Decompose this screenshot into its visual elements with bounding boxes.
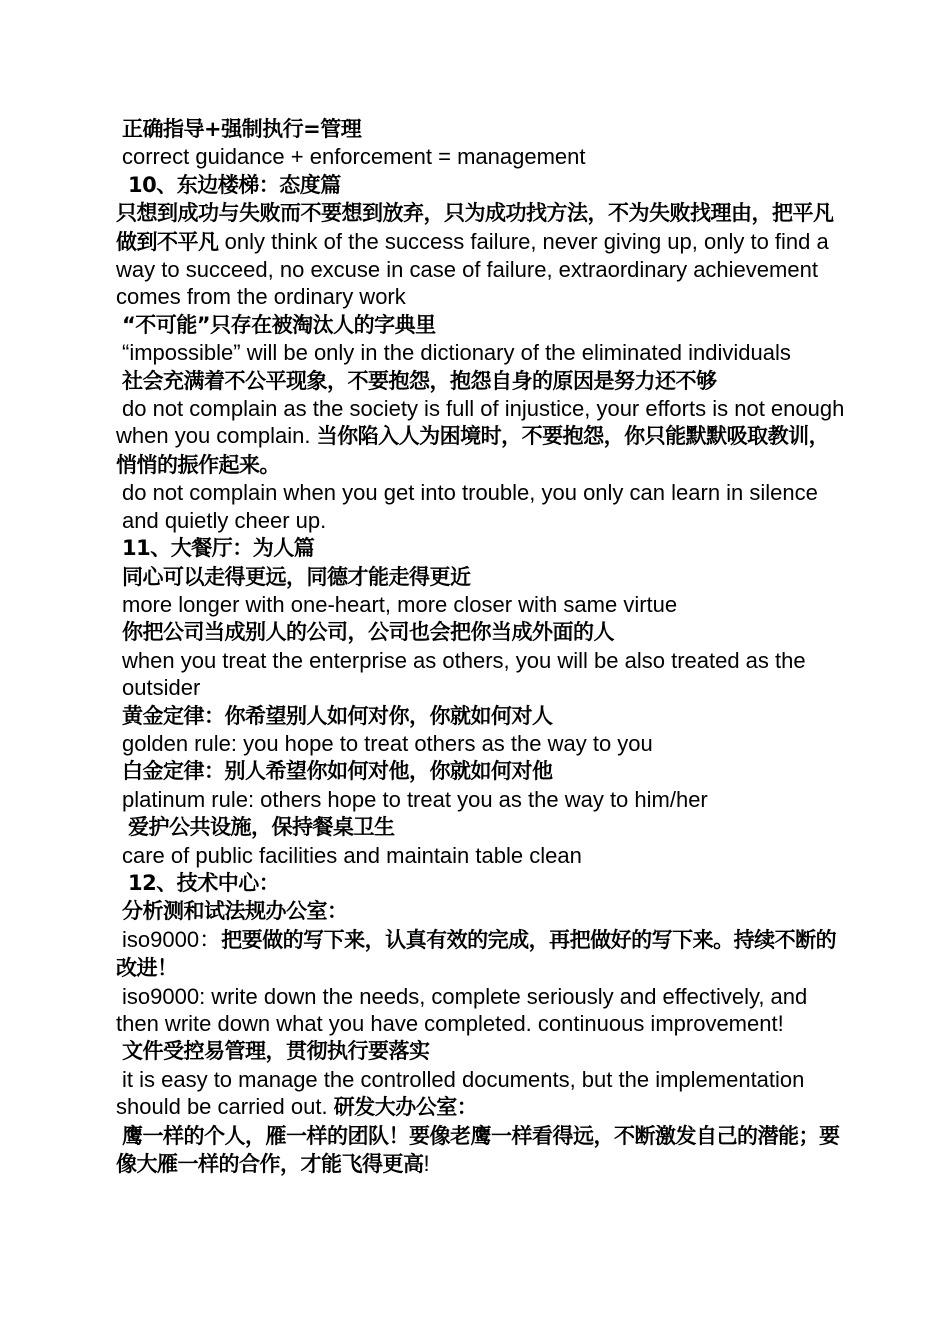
chinese-heading: 文件受控易管理，贯彻执行要落实 [122, 1039, 430, 1064]
text-line [116, 479, 846, 534]
text-line [116, 702, 846, 730]
text-line [116, 1066, 846, 1122]
chinese-heading: 当你陷入人为困境时，不要抱怨，你只能默默吸取教训，悄悄的振作起来。 [116, 424, 830, 477]
english-text: iso9000： [122, 926, 222, 952]
text-line [116, 1037, 846, 1065]
text-line [116, 786, 846, 813]
text-line [116, 115, 846, 143]
chinese-heading: 你把公司当成别人的公司，公司也会把你当成外面的人 [122, 620, 614, 645]
text-line [116, 563, 846, 591]
chinese-heading: 社会充满着不公平现象，不要抱怨，抱怨自身的原因是努力还不够 [122, 368, 717, 393]
text-line [116, 897, 846, 925]
document-page [116, 115, 846, 1178]
section-heading-11: 11、大餐厅：为人篇 [122, 536, 315, 561]
text-line [116, 1122, 846, 1179]
english-text: it is easy to manage the controlled documents, but the implementation should be carried out. [116, 1066, 805, 1120]
english-text: platinum rule: others hope to treat you as the way to him/her [122, 786, 708, 812]
english-text: do not complain as the society is full of injustice, your efforts is not enough when you complain. [116, 396, 845, 449]
text-line [116, 869, 846, 897]
text-line [116, 647, 846, 702]
chinese-heading: 白金定律：别人希望你如何对他，你就如何对他 [122, 759, 553, 784]
chinese-heading: 爱护公共设施，保持餐桌卫生 [128, 815, 395, 840]
text-line [116, 983, 846, 1038]
chinese-heading: 同心可以走得更远，同德才能走得更近 [122, 564, 471, 589]
chinese-heading: 把要做的写下来，认真有效的完成，再把做好的写下来。持续不断的改进！ [116, 927, 837, 981]
text-line [116, 730, 846, 757]
english-text: correct guidance + enforcement = management [122, 144, 586, 170]
english-text: when you treat the enterprise as others, you will be also treated as the outsider [122, 647, 806, 701]
english-text: “impossible” will be only in the dictionary of the eliminated individuals [122, 340, 791, 366]
text-line [116, 842, 846, 869]
chinese-heading: 只想到成功与失败而不要想到放弃，只为成功找方法，不为失败找理由，把平凡做到不平凡 [116, 201, 834, 254]
chinese-heading: 正确指导+强制执行=管理 [122, 117, 362, 141]
english-text: golden rule: you hope to treat others as the way to you [122, 730, 653, 756]
text-line [116, 199, 846, 311]
text-line [116, 813, 846, 841]
english-text: do not complain when you get into trouble, you only can learn in silence and quietly cheer up. [122, 480, 818, 533]
chinese-heading: 黄金定律：你希望别人如何对你，你就如何对人 [122, 703, 553, 728]
english-text: only think of the success failure, never giving up, only to find a way to succeed, no excuse in case of failure, extraordinary achievement comes from the ordinary work [116, 228, 829, 310]
english-text: more longer with one-heart, more closer with same virtue [122, 591, 678, 617]
text-line [116, 926, 846, 983]
text-line [116, 395, 846, 479]
chinese-heading: 研发大办公室： [333, 1095, 478, 1120]
text-line [116, 618, 846, 646]
chinese-heading: 分析测和试法规办公室： [122, 899, 348, 924]
chinese-heading: 鹰一样的个人，雁一样的团队！要像老鹰一样看得远，不断激发自己的潜能；要像大雁一样的合作，才能飞得更高 [116, 1123, 840, 1177]
text-line [116, 591, 846, 618]
text-line [116, 757, 846, 785]
text-line [116, 311, 846, 339]
text-line [116, 143, 846, 170]
english-text: iso9000: write down the needs, complete seriously and effectively, and then write down what you have completed. continuous improvement! [116, 983, 808, 1036]
text-line [116, 534, 846, 562]
english-text: care of public facilities and maintain table clean [122, 842, 582, 868]
text-line [116, 367, 846, 395]
text-line [116, 339, 846, 366]
section-heading-10: 10、东边楼梯：态度篇 [128, 172, 341, 197]
section-heading-12: 12、技术中心： [128, 870, 280, 895]
chinese-heading: “不可能”只存在被淘汰人的字典里 [122, 312, 436, 337]
text-line [116, 171, 846, 199]
english-text: ! [423, 1151, 430, 1177]
